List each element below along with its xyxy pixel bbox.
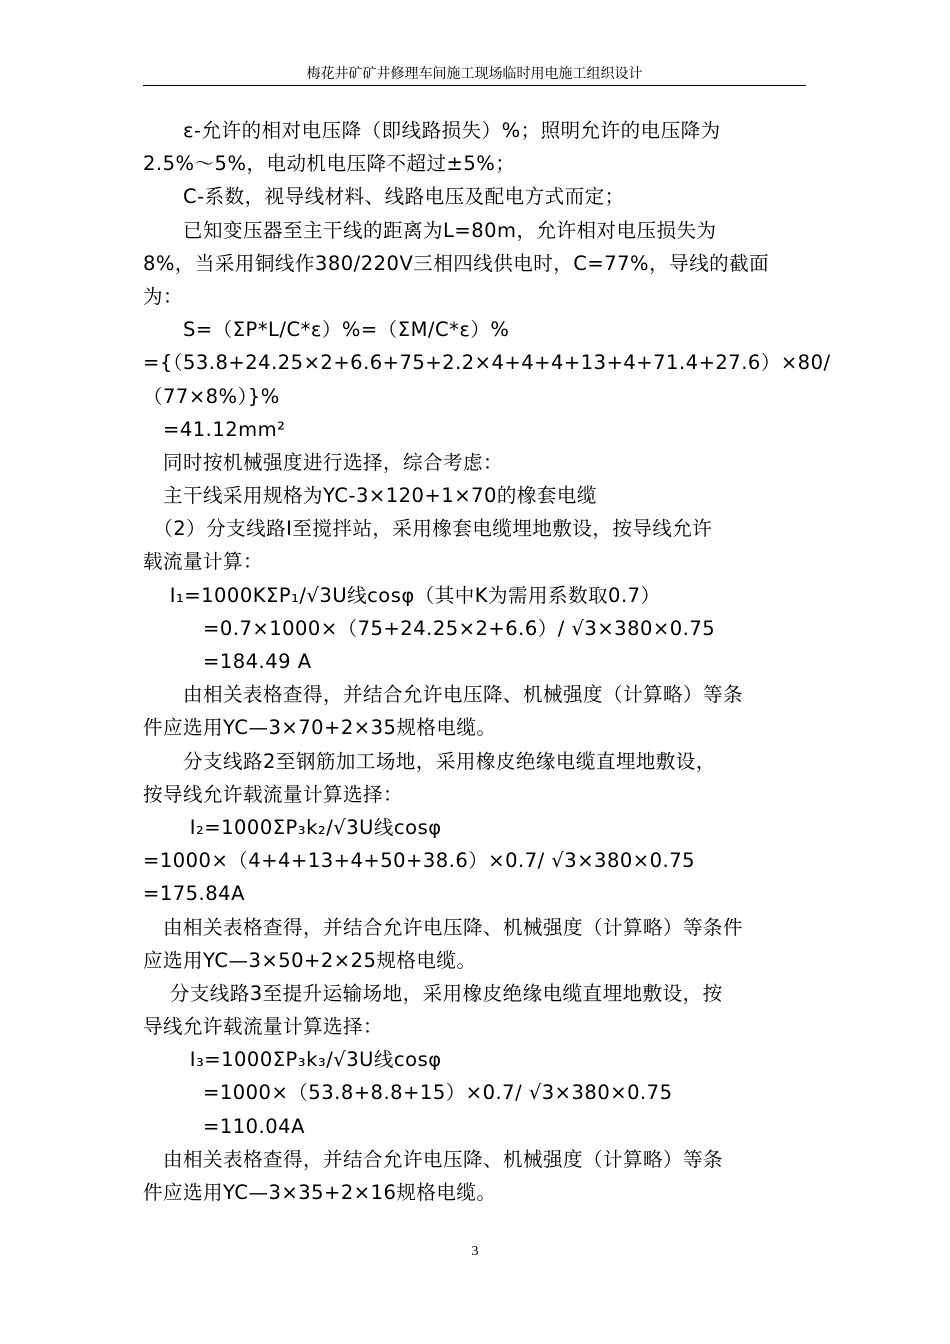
text-line: I₃=1000ΣP₃k₃/√3U线cosφ	[143, 1048, 442, 1072]
text-line: I₂=1000ΣP₃k₂/√3U线cosφ	[143, 815, 442, 839]
text-line: 分支线路3至提升运输场地，采用橡皮绝缘电缆直埋地敷设，按	[143, 981, 723, 1005]
text-line: ={（53.8+24.25×2+6.6+75+2.2×4+4+4+13+4+71.4+27.6）×80/	[143, 351, 831, 375]
text-line: =110.04A	[143, 1114, 305, 1138]
text-line: C-系数，视导线材料、线路电压及配电方式而定；	[143, 185, 625, 209]
text-line: 件应选用YC—3×70+2×35规格电缆。	[143, 716, 497, 740]
text-line: 应选用YC—3×50+2×25规格电缆。	[143, 948, 477, 972]
text-line: =0.7×1000×（75+24.25×2+6.6）/ √3×380×0.75	[143, 616, 716, 640]
text-line: （2）分支线路I至搅拌站，采用橡套电缆埋地敷设，按导线允许	[143, 517, 713, 541]
text-line: 按导线允许载流量计算选择：	[143, 782, 404, 806]
text-line: 已知变压器至主干线的距离为L=80m，允许相对电压损失为	[143, 218, 717, 242]
text-line: 由相关表格查得，并结合允许电压降、机械强度（计算略）等条件	[143, 915, 744, 939]
text-line: S=（ΣP*L/C*ε）%=（ΣM/C*ε）%	[143, 318, 510, 342]
page-header: 梅花井矿矿井修理车间施工现场临时用电施工组织设计	[306, 66, 643, 82]
text-line: 由相关表格查得，并结合允许电压降、机械强度（计算略）等条	[143, 1147, 724, 1171]
page-number: 3	[471, 1244, 479, 1259]
text-line: =1000×（4+4+13+4+50+38.6）×0.7/ √3×380×0.75	[143, 849, 696, 873]
header-divider	[143, 85, 806, 86]
text-line: =175.84A	[143, 882, 245, 906]
text-line: I₁=1000KΣP₁/√3U线cosφ（其中K为需用系数取0.7）	[143, 583, 661, 607]
text-line: 同时按机械强度进行选择，综合考虑：	[143, 450, 504, 474]
text-line: =41.12mm²	[143, 417, 286, 441]
text-line: 分支线路2至钢筋加工场地，采用橡皮绝缘电缆直埋地敷设，	[143, 749, 716, 773]
text-line: 件应选用YC—3×35+2×16规格电缆。	[143, 1181, 497, 1204]
text-line: （77×8%）}%	[143, 384, 280, 408]
text-line: 为：	[143, 284, 184, 308]
text-line: 由相关表格查得，并结合允许电压降、机械强度（计算略）等条	[143, 683, 744, 707]
text-line: =184.49 A	[143, 650, 312, 673]
text-line: 2.5%～5%，电动机电压降不超过±5%；	[143, 152, 516, 176]
text-line: 主干线采用规格为YC-3×120+1×70的橡套电缆	[143, 484, 597, 508]
text-line: ε-允许的相对电压降（即线路损失）%；照明允许的电压降为	[143, 119, 721, 142]
text-line: 载流量计算：	[143, 550, 264, 574]
document-body	[143, 114, 831, 1209]
text-line: 导线允许载流量计算选择：	[143, 1015, 384, 1039]
text-line: 8%，当采用铜线作380/220V三相四线供电时，C=77%，导线的截面	[143, 251, 770, 275]
text-line: =1000×（53.8+8.8+15）×0.7/ √3×380×0.75	[143, 1081, 673, 1105]
